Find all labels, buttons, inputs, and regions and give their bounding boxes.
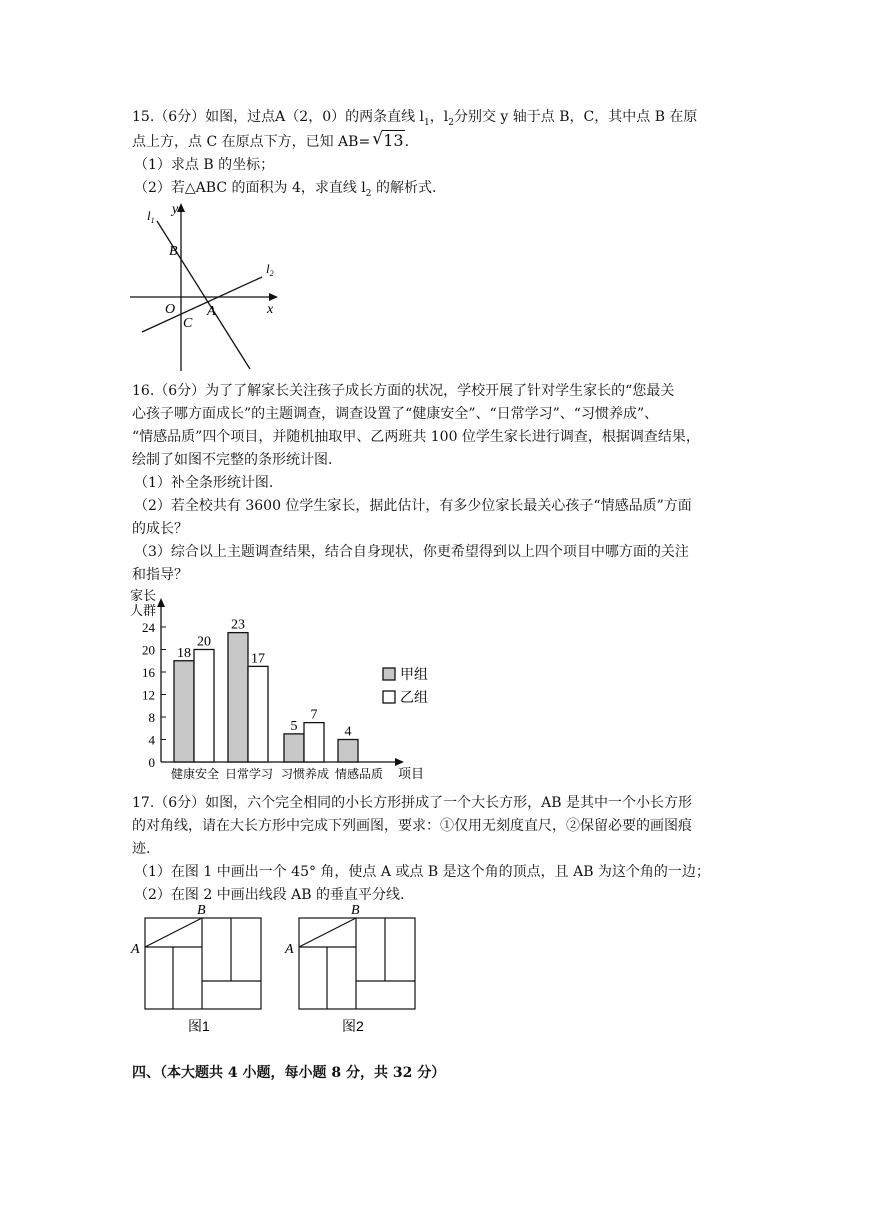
q15-line1: 15.（6分）如图，过点A（2，0）的两条直线 $l_1$，$l_2$分别交 y 轴于点 B，C，其中点 B 在原 <box>132 109 698 128</box>
bar <box>174 661 194 762</box>
q16-part3a: （3）综合以上主题调查结果，结合自身现状，你更希望得到以上四个项目中哪方面的关注 <box>134 544 689 560</box>
q17-line2: 的对角线，请在大长方形中完成下列画图，要求：①仅用无刻度直尺，②保留必要的画图痕 <box>132 818 692 834</box>
q15-line2: 点上方，点 C 在原点下方，已知 AB= √ 13. <box>132 129 410 150</box>
bar <box>194 650 214 763</box>
legend-label: 甲组 <box>400 668 428 683</box>
x-tick-label: 习惯养成 <box>280 767 330 781</box>
figure-1-caption: 图1 <box>188 1018 210 1034</box>
x-tick-label: 日常学习 <box>224 767 274 781</box>
l2-label: $l_2$ <box>266 261 274 278</box>
q17-line1: 17.（6分）如图，六个完全相同的小长方形拼成了一个大长方形，AB 是其中一个小长方形 <box>132 795 693 811</box>
q16-line3: “情感品质”四个项目，并随机抽取甲、乙两班共 100 位学生家长进行调查，根据调查结果， <box>132 429 700 445</box>
y-tick-label: 16 <box>142 665 155 680</box>
bar-value-label: 7 <box>310 707 318 723</box>
y-tick-label: 4 <box>148 732 155 748</box>
bar <box>284 734 304 762</box>
y-tick-label: 12 <box>142 687 155 703</box>
origin-label: O <box>165 302 176 317</box>
segment-ab <box>299 918 356 947</box>
q15-figure <box>128 195 288 375</box>
point-b-label: B <box>197 903 206 918</box>
bar <box>248 666 268 762</box>
point-b-label: B <box>351 903 360 918</box>
y-tick-label: 0 <box>148 755 155 770</box>
bar <box>228 633 248 762</box>
bar <box>304 723 324 762</box>
q16-part2b: 的成长？ <box>132 521 188 537</box>
point-a-label: A <box>285 942 294 957</box>
x-axis-arrow <box>395 758 404 766</box>
point-a-label: A <box>131 942 140 957</box>
y-tick-label: 24 <box>142 620 155 635</box>
bar-value-label: 17 <box>251 651 265 667</box>
x-axis-label: x <box>267 302 274 317</box>
bar-value-label: 23 <box>231 617 245 633</box>
figure-1 <box>128 900 278 1040</box>
q16-line1: 16.（6分）为了了解家长关注孩子成长方面的状况，学校开展了针对学生家长的“您最关 <box>132 383 675 399</box>
y-tick-label: 20 <box>142 642 155 658</box>
figure-2 <box>282 900 432 1040</box>
line-l2 <box>142 277 262 332</box>
point-a-label: A <box>207 304 216 319</box>
y-axis-arrow <box>157 598 165 607</box>
point-c-label: C <box>183 316 193 331</box>
bar <box>338 740 358 763</box>
q16-line4: 绘制了如图不完整的条形统计图. <box>132 452 333 468</box>
q15-part1: （1）求点 B 的坐标； <box>134 157 275 173</box>
bar-value-label: 4 <box>344 724 352 740</box>
y-axis-label: y <box>172 202 179 217</box>
point-b-label: B <box>169 244 178 259</box>
q16-line2: 心孩子哪方面成长”的主题调查，调查设置了“健康安全”、“日常学习”、“习惯养成”、 <box>132 406 659 422</box>
q16-part3b: 和指导？ <box>132 567 188 583</box>
q17-part2: （2）在图 2 中画出线段 AB 的垂直平分线. <box>134 887 405 903</box>
bar-value-label: 5 <box>290 718 298 734</box>
y-axis-label: 人群 <box>130 603 157 618</box>
l1-label: $l_1$ <box>147 208 155 225</box>
bar-value-label: 18 <box>177 645 191 661</box>
x-axis-label: 项目 <box>398 766 425 781</box>
y-tick-label: 8 <box>148 710 155 725</box>
segment-ab <box>145 918 202 947</box>
legend-swatch <box>383 668 395 680</box>
q16-part1: （1）补全条形统计图. <box>134 475 274 491</box>
section-4-heading: 四、（本大题共 4 小题，每小题 8 分，共 32 分） <box>132 1065 446 1081</box>
legend-label: 乙组 <box>400 691 428 706</box>
bar-value-label: 20 <box>197 634 211 650</box>
bar-chart <box>128 588 458 784</box>
figure-2-caption: 图2 <box>342 1018 364 1034</box>
x-tick-label: 情感品质 <box>334 767 384 781</box>
y-axis-label: 家长 <box>130 588 157 603</box>
q17-part1: （1）在图 1 中画出一个 45° 角，使点 A 或点 B 是这个角的顶点，且 AB 为这个角的一边； <box>134 864 710 880</box>
legend-swatch <box>383 691 395 703</box>
q17-line3: 迹. <box>132 841 151 857</box>
x-tick-label: 健康安全 <box>170 767 220 781</box>
sqrt-expression: √ 13 <box>372 129 404 150</box>
q15-part2: （2）若△ABC 的面积为 4，求直线 $l_2$ 的解析式. <box>134 180 437 199</box>
q16-part2a: （2）若全校共有 3600 位学生家长，据此估计，有多少位家长最关心孩子“情感品质”方面 <box>134 498 692 514</box>
